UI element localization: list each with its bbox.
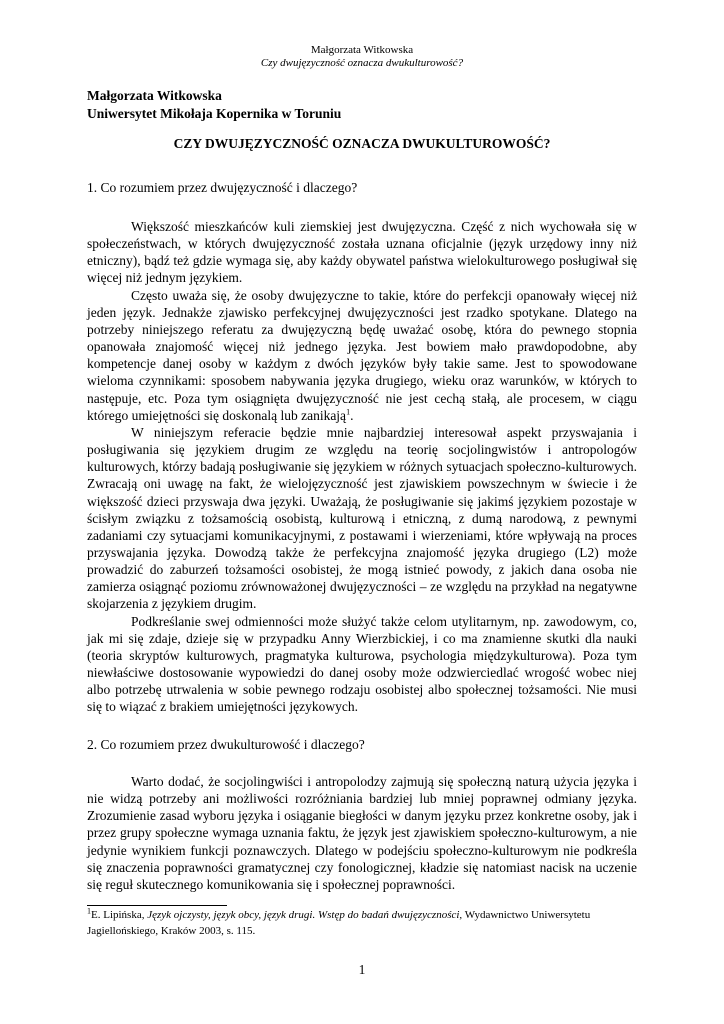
section-1-heading: 1. Co rozumiem przez dwujęzyczność i dlaczego? [87,180,358,195]
running-head-title: Czy dwujęzyczność oznacza dwukulturowość? [260,57,464,69]
section-2-heading: 2. Co rozumiem przez dwukulturowość i dlaczego? [87,737,365,752]
footnote-author: E. Lipińska, [91,909,148,921]
paragraph: Warto dodać, że socjolingwiści i antropolodzy zajmują się społeczną naturą użycia języka i nie widzą potrzeby ani możliwości rozróżniania bardziej lub mniej poprawnej odmiany języka. Zrozumienie zasad wyboru języka i osiąganie biegłości w danym języku przez konkretne osoby, jak i przez grupy społeczne wymaga uznania faktu, że język jest zjawiskiem społeczno-kulturowym, a nie jedynie wynikiem funkcji poznawczych. Dlatego w podejściu społeczno-kulturowym nie podkreśla się znaczenia poprawności gramatycznej czy fonologicznej, kładzie się natomiast nacisk na uczenie się reguł skutecznego komunikowania się i społecznej poprawności. [87,774,637,892]
footnote-publisher: Wydawnictwo Uniwersytetu Jagiellońskiego, Kraków 2003, s. 115. [87,909,591,937]
section-2-body [87,773,637,893]
paper-title: CZY DWUJĘZYCZNOŚĆ OZNACZA DWUKULTUROWOŚĆ? [173,136,551,151]
paragraph: Podkreślanie swej odmienności może służyć także celom utylitarnym, np. zawodowym, co, jak mi się zdaje, dzieje się w przypadku Anny Wierzbickiej, i co ma znamienne skutki dla nauki (teoria skryptów kulturowych, pragmatyka kulturowa, psychologia międzykulturowa). Poza tym niewłaściwe dostosowanie wypowiedzi do danej osoby może odzwierciedlać wrogość wobec niej albo potrzebę utrwalenia w sobie pewnego rodzaju osobistej albo społecznej tożsamości. Nie musi się to wiązać z brakiem umiejętności językowych. [87,613,637,715]
section-1-body [87,218,637,716]
running-head-author: Małgorzata Witkowska [310,44,414,56]
paragraph: Często uważa się, że osoby dwujęzyczne to takie, które do perfekcji opanowały więcej niż jeden język. Jednakże zjawisko perfekcyjnej dwujęzyczności jest rzadko spotykane. Dlatego na potrzeby niniejszego referatu za dwujęzyczną będę uważać osobę, która do pewnego stopnia opanowała znajomość więcej niż jednego języka. Jest bowiem mało prawdopodobne, aby kompetencje danej osoby w każdym z dwóch języków były takie same. Jest to spowodowane wieloma czynnikami: sposobem nabywania języka drugiego, wieku oraz warunków, w których to następuje, etc. Poza tym osiągnięta dwujęzyczność nie jest cechą stałą, ale procesem, w ciągu którego umiejętności się doskonalą lub zanikają$^1$. [87,287,637,423]
footnote-title: Język ojczysty, język obcy, język drugi. Wstęp do badań dwujęzyczności, [147,909,463,921]
author-name: Małgorzata Witkowska [87,88,222,103]
footnote [87,908,647,939]
page-number: 1 [358,962,366,977]
footnote-reference: 1 [346,407,351,417]
paragraph: Większość mieszkańców kuli ziemskiej jest dwujęzyczna. Część z nich wychowała się w społeczeństwach, w których dwujęzyczność została uznana oficjalnie (język urzędowy inny niż etniczny), bądź też gdzie wymaga się, aby każdy obywatel państwa wielokulturowego posługiwał się więcej niż jednym językiem. [87,219,637,286]
running-head [0,44,724,70]
footnote-divider [87,905,227,906]
footnote-number: 1 [87,906,91,916]
paragraph: W niniejszym referacie będzie mnie najbardziej interesował aspekt przyswajania i posługiwania się językiem drugim ze względu na teorię socjolingwistów i antropologów kulturowych, którzy badają posługiwanie się językiem w różnych sytuacjach społeczno-kulturowych. Zwracają oni uwagę na fakt, że wielojęzyczność jest zjawiskiem powszechnym w świecie i że większość dzieci przyswaja dwa języki. Uważają, że posługiwanie się jakimś językiem pozostaje w ścisłym związku z tożsamością osobistą, kulturową i etniczną, z dumą narodową, z pewnymi zadaniami czy sytuacjami komunikacyjnymi, z postawami i wierzeniami, które wpływają na proces przyswajania języka. Dowodzą także że perfekcyjna znajomość języka drugiego (L2) może prowadzić do zaburzeń tożsamości osobistej, że mogą istnieć powody, z jakich dana osoba nie zamierza osiągnąć poziomu zrównoważonej dwujęzyczności – ze względu na przykład na negatywne skojarzenia z językiem drugim. [87,424,637,612]
author-block [87,87,341,123]
author-affiliation: Uniwersytet Mikołaja Kopernika w Toruniu [87,106,342,121]
paragraph-text: Często uważa się, że osoby dwujęzyczne to takie, które do perfekcji opanowały więcej niż jeden język. Jednakże zjawisko perfekcyjnej dwujęzyczności jest rzadko spotykane. Dlatego na potrzeby niniejszego referatu za dwujęzyczną będę uważać osobę, która do pewnego stopnia opanowała znajomość więcej niż jednego języka. Jest bowiem mało prawdopodobne, aby kompetencje danej osoby w każdym z dwóch języków były takie same. Jest to spowodowane wieloma czynnikami: sposobem nabywania języka drugiego, wieku oraz warunków, w których to następuje, etc. Poza tym osiągnięta dwujęzyczność nie jest cechą stałą, ale procesem, w ciągu którego umiejętności się doskonalą lub zanikają [87,287,637,423]
